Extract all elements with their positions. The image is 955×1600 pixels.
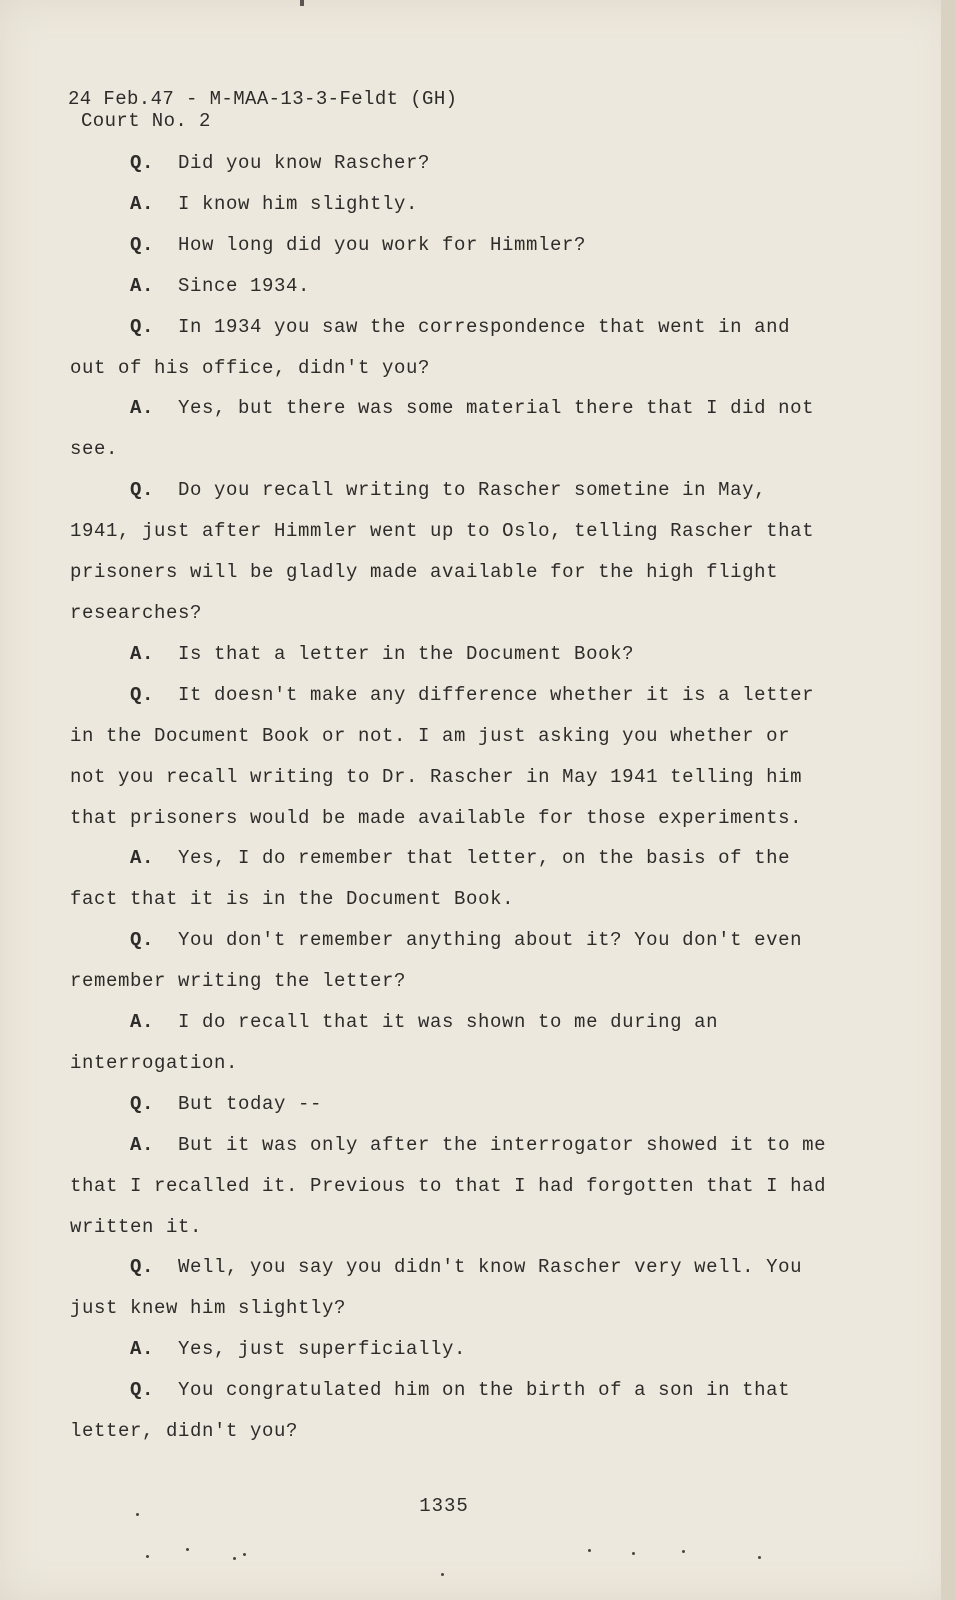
paper-speck [243,1553,246,1556]
speaker-label: Q. [130,479,155,502]
page-number: 1335 [419,1495,469,1517]
paper-speck [186,1548,189,1551]
transcript-paragraph [70,388,830,470]
paragraph-text: It doesn't make any difference whether it is a letter in the Document Book or not. I am just asking you whether or not you recall writing to Dr. Rascher in May 1941 telling him that prisoners would be made available for those experiments. [70,683,815,829]
transcript-paragraph [70,675,830,839]
paragraph-text: Is that a letter in the Document Book? [178,642,635,665]
speaker-label: Q. [130,929,155,952]
transcript-paragraph [70,920,830,1002]
speaker-label: Q. [130,1256,155,1279]
transcript-paragraph [70,1002,830,1084]
speaker-label: Q. [130,683,155,706]
transcript-paragraph [70,1125,830,1248]
transcript-body [70,143,830,1452]
header-court-line: Court No. 2 [81,110,211,132]
transcript-paragraph [70,1247,830,1329]
paper-speck [146,1555,149,1558]
paragraph-text: Yes, I do remember that letter, on the basis of the fact that it is in the Document Book. [70,847,791,911]
page-edge [941,0,955,1600]
speaker-label: Q. [130,1092,155,1115]
paper-speck [682,1550,685,1553]
paragraph-text: But it was only after the interrogator showed it to me that I recalled it. Previous to that I had forgotten that I had written it. [70,1133,827,1238]
speaker-label: A. [130,1011,155,1034]
speaker-label: A. [130,642,155,665]
paper-speck [136,1513,139,1516]
speaker-label: A. [130,192,155,215]
transcript-paragraph [70,307,830,389]
speaker-label: Q. [130,233,155,256]
paper-speck [441,1573,444,1576]
paragraph-text: Since 1934. [178,274,311,297]
transcript-paragraph [70,143,830,184]
paragraph-text: Well, you say you didn't know Rascher very well. You just knew him slightly? [70,1256,803,1320]
speaker-label: Q. [130,152,155,174]
paragraph-text: Do you recall writing to Rascher sometine in May, 1941, just after Himmler went up to Oslo, telling Rascher that prisoners will be gladly made available for the high flight researches? [70,479,815,624]
transcript-paragraph [70,225,830,266]
paper-speck [632,1552,635,1555]
paper-speck [758,1556,761,1559]
paragraph-text: Yes, but there was some material there that I did not see. [70,397,815,461]
paper-speck [588,1549,591,1552]
speaker-label: A. [130,274,155,297]
speaker-label: A. [130,1338,155,1361]
transcript-paragraph [70,266,830,307]
document-header [68,88,457,132]
paragraph-text: Yes, just superficially. [178,1338,467,1361]
paragraph-text: How long did you work for Himmler? [178,233,587,256]
transcript-paragraph [70,470,830,634]
paper-speck [233,1557,236,1560]
paragraph-text: You don't remember anything about it? You don't even remember writing the letter? [70,929,803,993]
transcript-paragraph [70,1084,830,1125]
paragraph-text: I know him slightly. [178,192,419,215]
speaker-label: A. [130,847,155,870]
transcript-paragraph [70,838,830,920]
paragraph-text: I do recall that it was shown to me during an interrogation. [70,1011,719,1074]
transcript-paragraph [70,1329,830,1370]
paragraph-text: But today -- [178,1092,323,1115]
transcript-paragraph [70,1370,830,1452]
speaker-label: Q. [130,1379,155,1402]
staple-mark [300,0,304,6]
speaker-label: A. [130,1133,155,1156]
paragraph-text: In 1934 you saw the correspondence that went in and out of his office, didn't you? [70,315,791,379]
header-session-line: 24 Feb.47 - M-MAA-13-3-Feldt (GH) [68,88,458,110]
paragraph-text: You congratulated him on the birth of a son in that letter, didn't you? [70,1379,791,1443]
transcript-paragraph [70,634,830,675]
transcript-paragraph [70,184,830,225]
speaker-label: Q. [130,315,155,338]
speaker-label: A. [130,397,155,420]
paragraph-text: Did you know Rascher? [178,152,431,174]
